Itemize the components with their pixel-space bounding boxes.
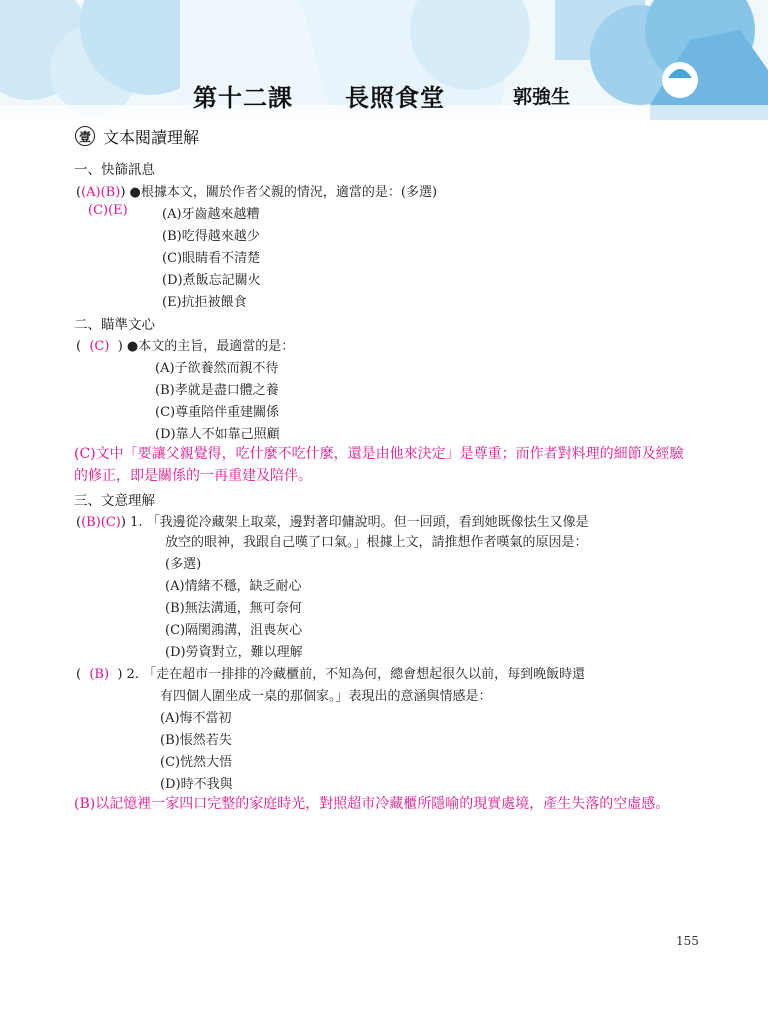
bracket-close: ) [120,515,126,530]
bracket-open: ( [76,339,82,354]
question-text: ●本文的主旨，最適當的是： [126,339,295,354]
option-item: (A)情緒不穩，缺乏耐心 [165,579,302,594]
option-item: (B)吃得越來越少 [162,229,260,244]
part1-heading: 一、快篩訊息 [74,162,155,178]
question-text-line: 有四個人圍坐成一桌的那個家。」表現出的意涵與情感是： [160,689,492,704]
q2-explanation: (B)以記憶裡一家四口完整的家庭時光，對照超市冷藏櫃所隱喻的現實處境，產生失落的空虛感。 [74,796,670,812]
question-text: 「我邊從冷藏架上取菜，邊對著印傭說明。但一回頭，看到她既像怯生又像是 [146,515,589,530]
question-text-line: 放空的眼神，我跟自己嘆了口氣。」根據上文，請推想作者嘆氣的原因是： [165,535,588,550]
option-item: (C)眼睛看不清楚 [162,251,261,266]
section-title: 文本閱讀理解 [103,127,200,147]
part1-answer-continued: (C)(E) [88,203,128,218]
q2-row [76,663,585,682]
question-number: 1. [130,515,143,530]
answer-text: (B) [89,667,110,682]
question-number: 2. [126,667,139,682]
option-item: (B)無法溝通，無可奈何 [165,601,302,616]
section-heading [75,124,199,148]
option-item: (B)悵然若失 [160,733,232,748]
page-number: 155 [676,934,699,948]
answer-text: (C) [89,339,110,354]
option-item: (D)勞資對立，難以理解 [165,645,303,660]
option-item: (A)悔不當初 [160,711,232,726]
lesson-number: 第十二課 [193,84,293,112]
option-item: (C)隔閡鴻溝，沮喪灰心 [165,623,303,638]
option-item: (E)抗拒被餵食 [162,295,247,310]
section-number-badge: 壹 [75,126,95,146]
bracket-close: ) [117,667,123,682]
option-item: (D)時不我與 [160,777,233,792]
bracket-open: ( [76,515,82,530]
option-item: (C)尊重陪伴重建關係 [155,405,280,420]
question-text: ●根據本文，關於作者父親的情況，適當的是：(多選) [129,185,438,200]
question-text-line: (多選) [165,557,202,572]
part3-heading: 三、文意理解 [74,493,155,509]
bracket-close: ) [117,339,123,354]
answer-text: (B)(C) [81,515,121,530]
option-item: (C)恍然大悟 [160,755,233,770]
question-text: 「走在超市一排排的冷藏櫃前，不知為何，總會想起很久以前，每到晚飯時還 [143,667,586,682]
answer-text: (A)(B) [81,185,121,200]
page-header [0,74,768,110]
option-item: (A)子欲養然而親不待 [155,361,279,376]
q1-row [76,511,589,530]
option-item: (B)孝就是盡口體之養 [155,383,279,398]
part1-question-row [76,181,437,200]
bracket-open: ( [76,185,82,200]
lesson-title: 長照食堂 [345,84,445,112]
author-name: 郭強生 [513,86,571,108]
option-item: (D)靠人不如靠己照顧 [155,427,280,442]
option-item: (A)牙齒越來越糟 [162,207,260,222]
bracket-close: ) [120,185,126,200]
part2-heading: 二、瞄準文心 [74,317,155,333]
option-item: (D)煮飯忘記關火 [162,273,261,288]
part2-question-row [76,335,294,354]
bracket-open: ( [76,667,82,682]
part2-explanation: (C)文中「要讓父親覺得，吃什麼不吃什麼，還是由他來決定」是尊重；而作者對料理的細節及經驗的修正，即是關係的一再重建及陪伴。 [74,446,684,484]
